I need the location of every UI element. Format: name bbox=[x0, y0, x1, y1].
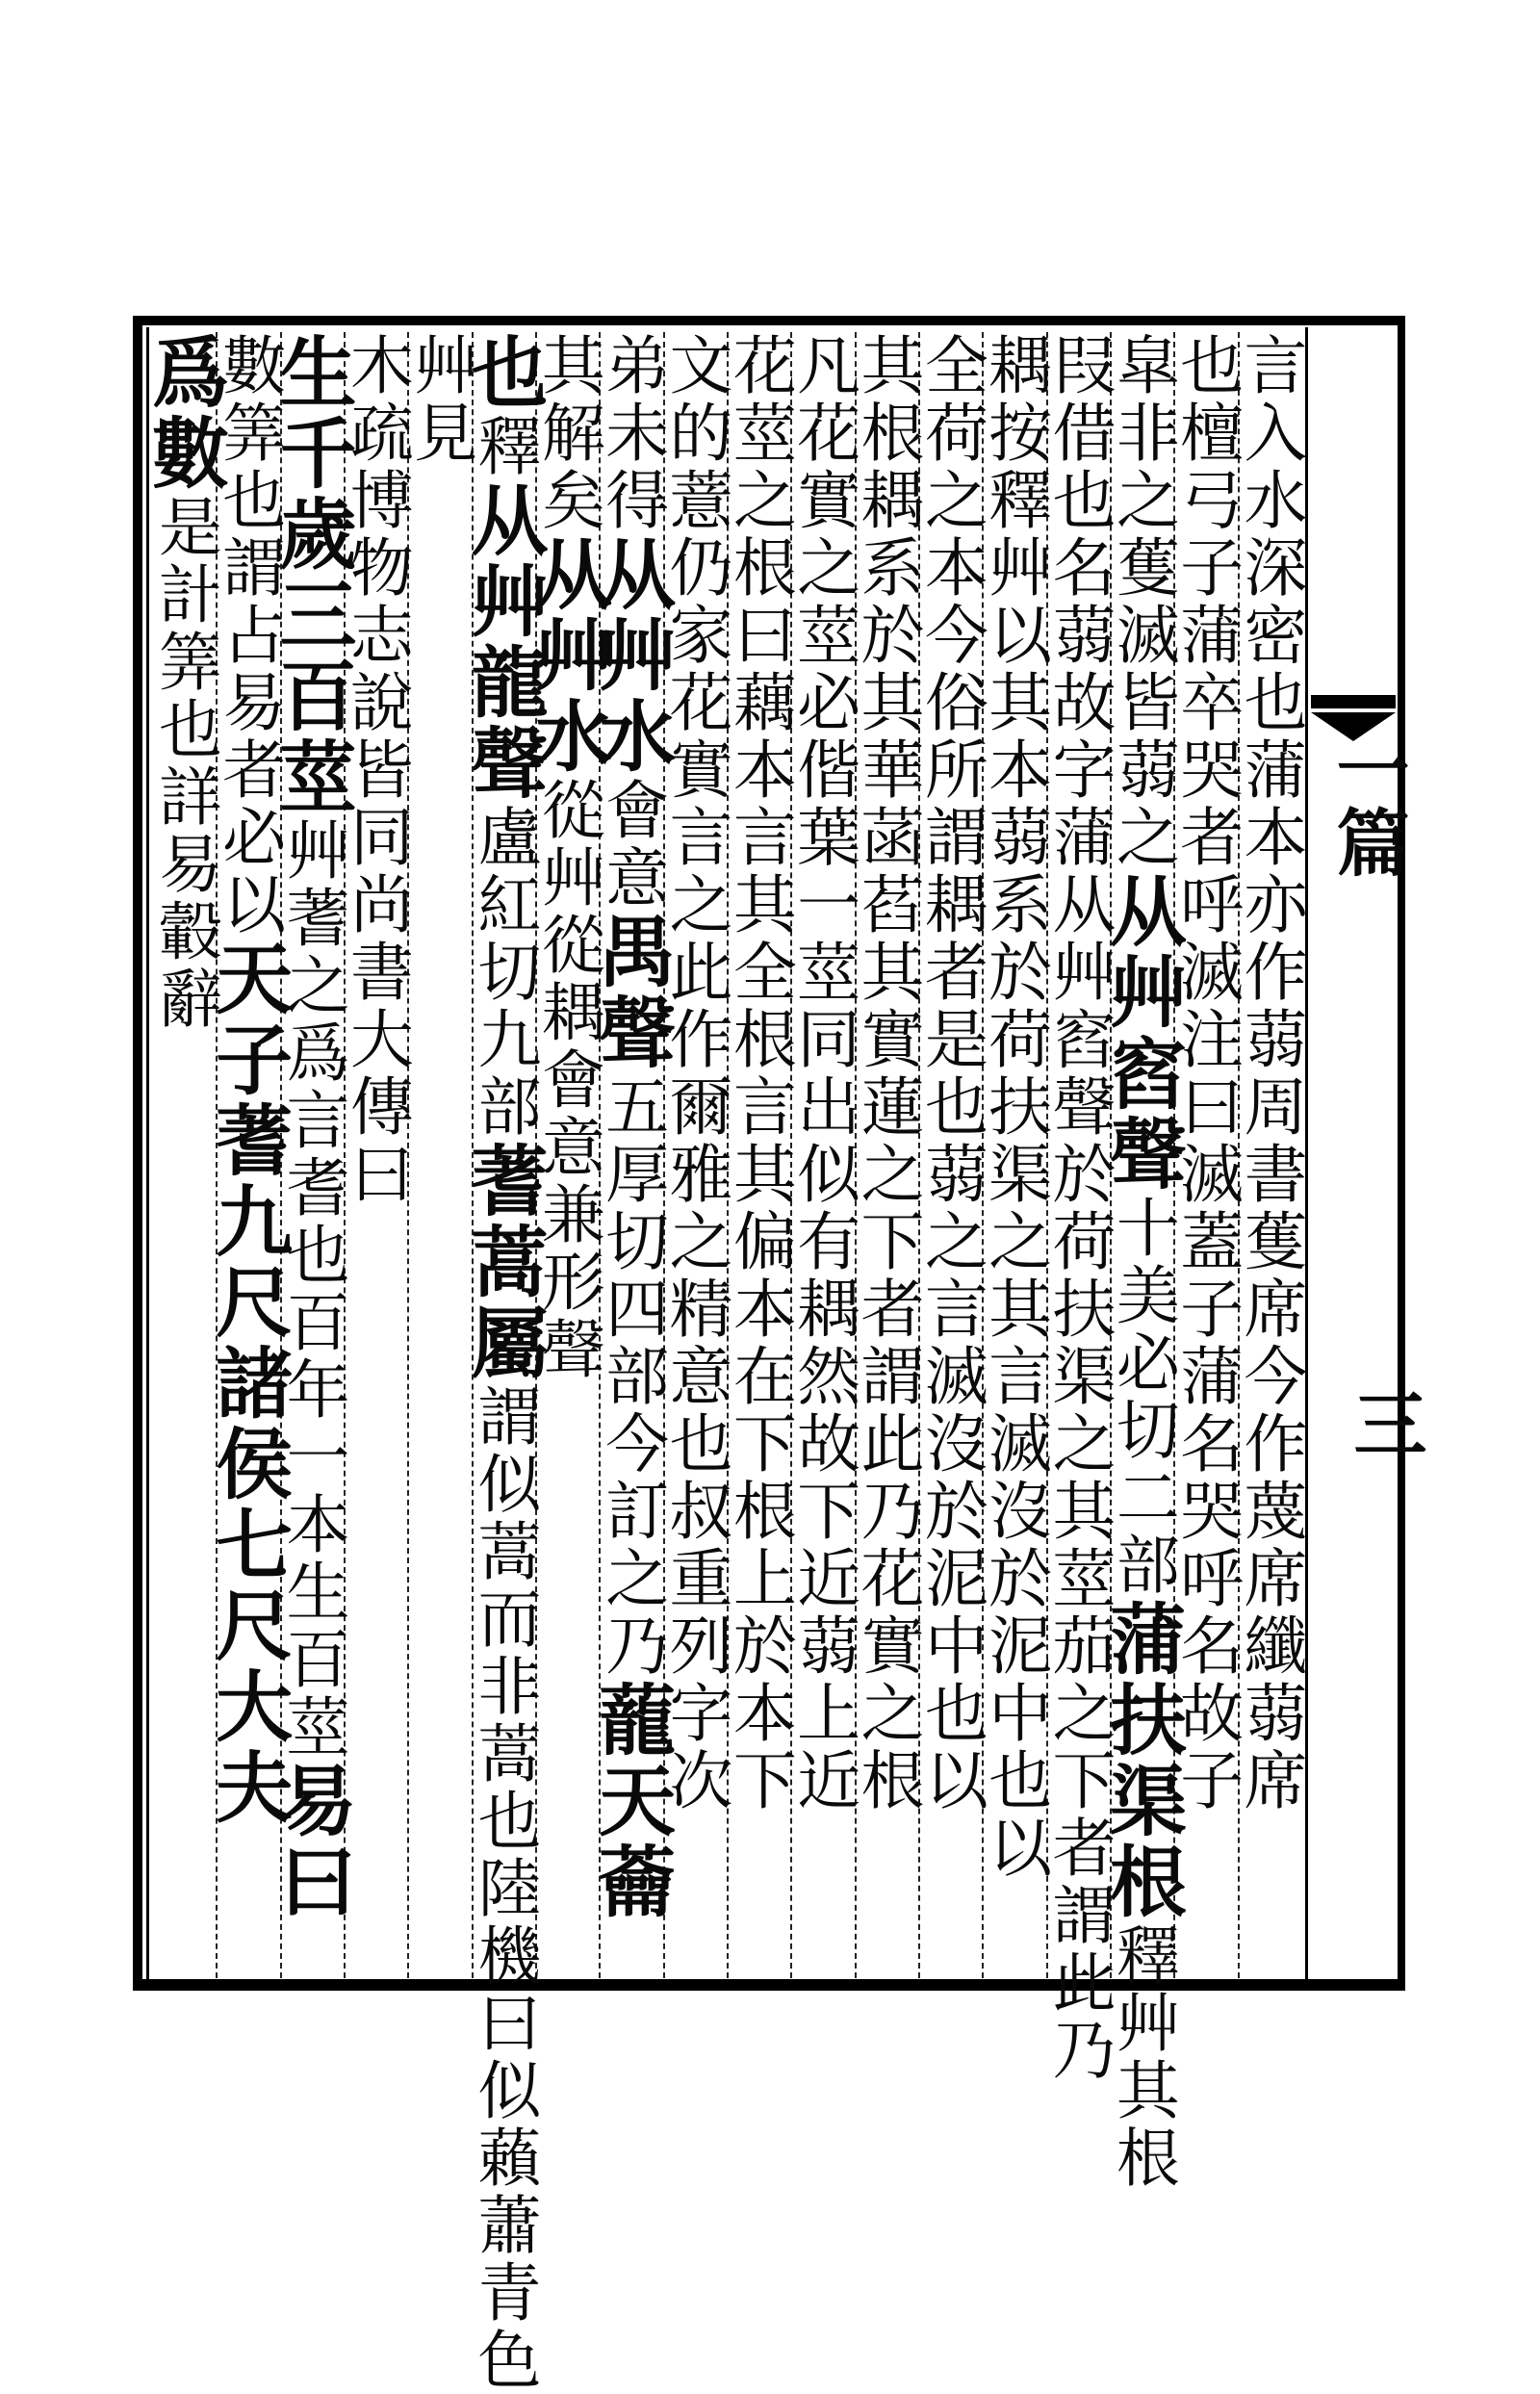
commentary-text: 其解矣 bbox=[530, 332, 605, 534]
text-column bbox=[785, 332, 860, 1978]
text-column bbox=[1040, 332, 1116, 2084]
text-column bbox=[722, 332, 797, 1978]
text-column bbox=[139, 332, 230, 1978]
section-title: 一篇 bbox=[1324, 732, 1410, 878]
commentary-text: 謂似蒿而非蒿也陸機曰似藾蕭青色 bbox=[466, 1383, 541, 2394]
main-text: 从艸窞聲 bbox=[1096, 871, 1188, 1195]
commentary-text: 花莖之根曰藕本言其全根言其偏本在下根上於本下 bbox=[722, 332, 797, 1815]
main-text: 禺聲 bbox=[585, 912, 677, 1073]
text-column bbox=[1096, 332, 1188, 2192]
text-column bbox=[1232, 332, 1307, 1978]
main-text: 易曰 bbox=[266, 1761, 357, 1922]
main-text: 爲數 bbox=[139, 332, 230, 494]
text-column bbox=[457, 332, 549, 2394]
main-text: 蓍蒿屬 bbox=[457, 1141, 549, 1383]
commentary-text: 叚借也名蒻故字蒲从艸窞聲於荷扶渠之其莖茄之下者謂此乃 bbox=[1040, 332, 1116, 2084]
page-number: 三 bbox=[1342, 1386, 1427, 1459]
main-text: 天子蓍九尺諸侯七尺大夫 bbox=[202, 939, 294, 1828]
commentary-text: 文的薏仍家花實言之此作爾雅之精意也叔重列字次 bbox=[657, 332, 732, 1815]
commentary-text: 凡花實之莖必偕葉一莖同出似有耦然故下近蒻上近 bbox=[785, 332, 860, 1815]
commentary-text: 釋艸其根 bbox=[1105, 1922, 1180, 2192]
commentary-text: 十美必切二部 bbox=[1105, 1195, 1180, 1599]
commentary-text: 會意 bbox=[594, 777, 669, 912]
commentary-text: 皐非之蒦滅皆蒻之 bbox=[1105, 332, 1180, 871]
commentary-text: 艸蓍之爲言耆也百年一本生百莖 bbox=[274, 817, 349, 1761]
fishtail-bar bbox=[1311, 695, 1396, 708]
commentary-text: 數筭也謂占易者必以 bbox=[211, 332, 286, 939]
commentary-text: 從艸從耦會意兼形聲 bbox=[530, 777, 605, 1383]
main-text: 从艸水 bbox=[585, 534, 677, 777]
main-text: 蒲扶渠根 bbox=[1096, 1599, 1188, 1922]
commentary-text: 其根耦系於其華菡萏其實蓮之下者謂此乃花實之根 bbox=[849, 332, 924, 1815]
commentary-text: 弟未得 bbox=[594, 332, 669, 534]
commentary-text: 耦按釋艸以其本蒻系於荷扶渠之其言滅沒於泥中也以 bbox=[977, 332, 1052, 1882]
main-text: 蘢天蘥 bbox=[585, 1680, 677, 1922]
main-text: 从艸水 bbox=[522, 534, 613, 777]
main-text: 也 bbox=[457, 332, 549, 413]
text-column bbox=[849, 332, 924, 1978]
commentary-text: 釋 bbox=[466, 413, 541, 480]
main-text: 生千歲三百莖 bbox=[266, 332, 357, 817]
main-text: 从艸龍聲 bbox=[457, 480, 549, 804]
commentary-text: 艸見 bbox=[402, 332, 477, 467]
text-column bbox=[913, 332, 988, 1978]
text-column bbox=[977, 332, 1052, 1978]
commentary-text: 木疏博物志說皆同尚書大傳曰 bbox=[339, 332, 414, 1208]
text-column bbox=[202, 332, 294, 1978]
text-column bbox=[402, 332, 477, 1978]
commentary-text: 也檀弓子蒲卒哭者呼滅注曰滅蓋子蒲名哭呼名故子 bbox=[1168, 332, 1244, 1815]
column-divider bbox=[472, 332, 475, 1978]
commentary-text: 是計筭也詳易轂辭 bbox=[147, 494, 222, 1033]
commentary-text: 全荷之本今俗所謂耦者是也蒻之言滅沒於泥中也以 bbox=[913, 332, 988, 1815]
commentary-text: 言入水深密也蒲本亦作蒻周書蒦席今作蔑席纖蒻席 bbox=[1232, 332, 1307, 1815]
commentary-text: 盧紅切九部 bbox=[466, 804, 541, 1141]
commentary-text: 五厚切四部今訂之乃 bbox=[594, 1073, 669, 1680]
